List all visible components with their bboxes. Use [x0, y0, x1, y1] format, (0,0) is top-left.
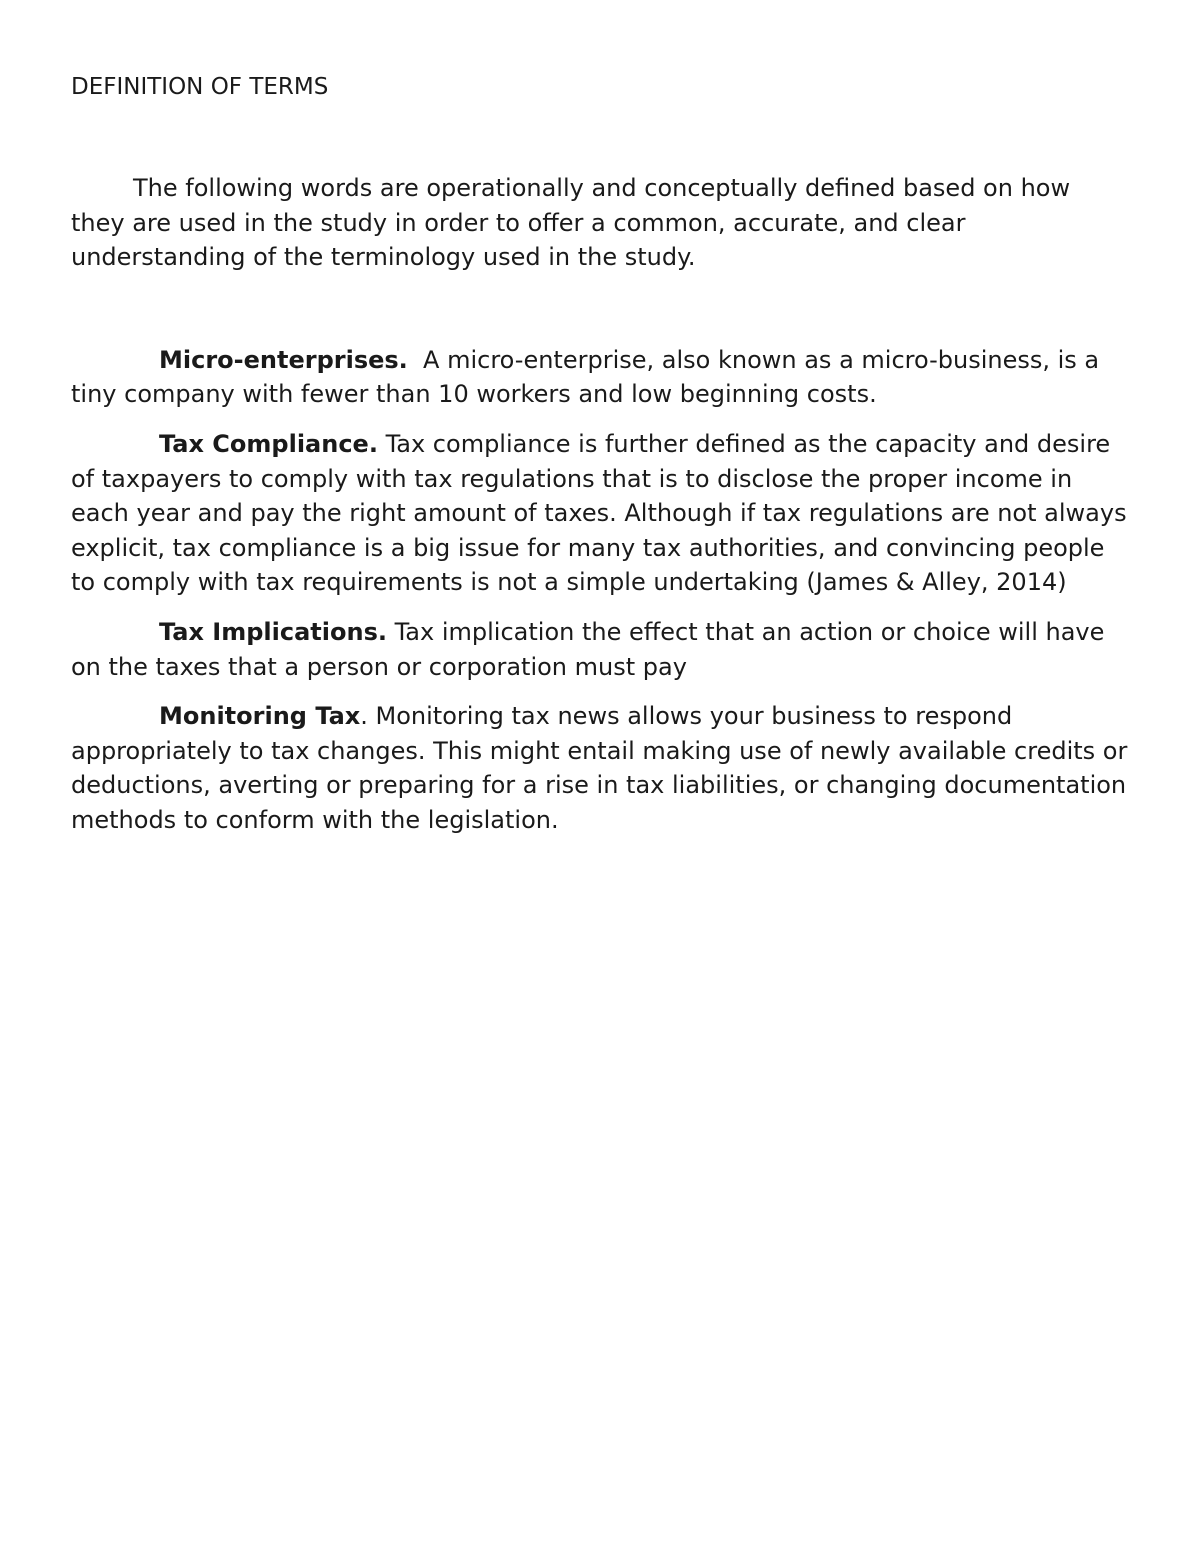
- intro-paragraph: The following words are operationally and conceptually defined based on how they are used in the study in order to offer a common, accurate, and clear understanding of the terminology used in the study.: [71, 174, 1071, 272]
- term-label: Micro-enterprises.: [159, 345, 408, 374]
- term-tax-implications: [71, 615, 1131, 684]
- term-definition: Tax compliance is further defined as the capacity and desire of taxpayers to comply with tax regulations that is to disclose the proper income in each year and pay the right amount of taxes. Although if tax regulations are not always explicit, tax compliance is a big issue for many tax authorities, and convincing people to comply with tax requirements is not a simple undertaking (James & Alley, 2014): [71, 429, 1127, 597]
- term-definition: A micro-enterprise, also known as a micro-business, is a tiny company with fewer than 10 workers and low beginning costs.: [71, 345, 1100, 409]
- document-page: [71, 72, 1131, 838]
- term-label: Tax Implications.: [159, 617, 387, 646]
- term-definition: Tax implication the effect that an action or choice will have on the taxes that a person or corporation must pay: [71, 617, 1105, 681]
- term-tax-compliance: [71, 427, 1131, 600]
- document-title: DEFINITION OF TERMS: [71, 74, 329, 100]
- term-definition: . Monitoring tax news allows your business to respond appropriately to tax changes. This might entail making use of newly available credits or deductions, averting or preparing for a rise in tax liabilities, or changing documentation methods to conform with the legislation.: [71, 702, 1128, 834]
- term-label: Monitoring Tax: [159, 702, 361, 731]
- term-micro-enterprises: [71, 343, 1131, 412]
- term-label: Tax Compliance.: [159, 429, 378, 458]
- term-monitoring-tax: [71, 699, 1131, 837]
